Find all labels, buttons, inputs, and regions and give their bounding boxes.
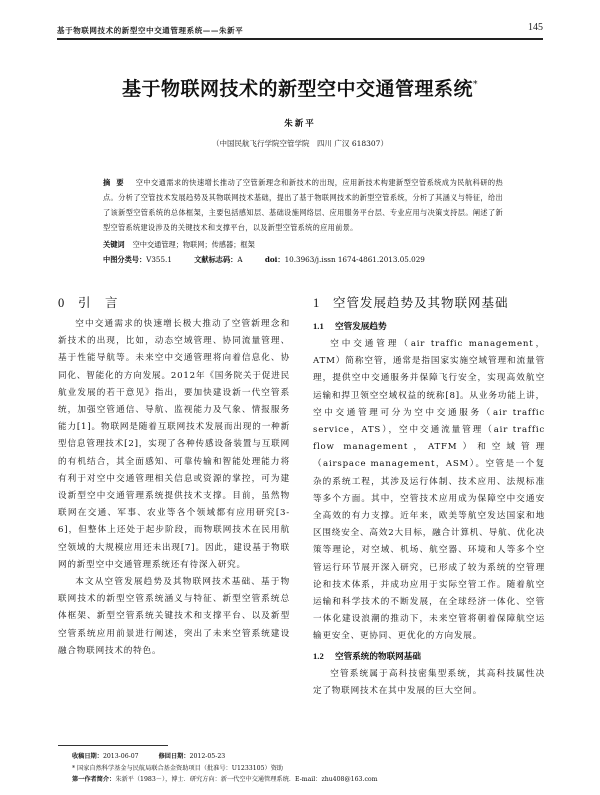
- subsection-1-1-paragraph: 空中交通管理（air traffic management，ATM）简称空管，通常是指国家实施空域管理和流量管理，提供空中交通服务并保障飞行安全，实现高效航空运输和捍卫领空空域权益的统称[8]。从业务功能上讲，空中交通管理可分为空中交通服务（air traffic service，ATS），空中交通流量管理（air traffic flow management，ATFM）和空域管理（airspace management，ASM）。空管是一个复杂的系统工程，其涉及运行体制、技术应用、法规标准等多个方面。其中，空管技术应用成为保障空中交通安全高效的有力支撑。近年来，欧美等航空发达国家和地区围绕安全、高效2大目标，融合计算机、导航、优化决策等理论，对空域、机场、航空器、环境和人等多个空管运行环节展开深入研究，已形成了较为系统的空管理论和技术体系，并成功应用于实际空管工作。随着航空运输和科学技术的不断发展，在全球经济一体化、空管一体化建设浪潮的推动下，未来空管将朝着保障航空运输更安全、更协同、更优化的方向发展。: [313, 339, 545, 642]
- footnotes: [72, 751, 572, 786]
- received-date: 2013-06-07: [102, 753, 139, 760]
- article-title: [0, 74, 600, 101]
- header-rule: [57, 38, 543, 40]
- running-head-title: 基于物联网技术的新型空中交通管理系统——朱新平: [57, 26, 244, 35]
- article-title-text: 基于物联网技术的新型空中交通管理系统: [121, 78, 473, 100]
- footnote-rule: [58, 745, 168, 746]
- section-1-heading: [313, 290, 545, 316]
- doi-value: 10.3963/j.issn 1674-4861.2013.05.029: [284, 255, 425, 264]
- classification-line: [103, 255, 523, 265]
- abstract: [103, 175, 503, 235]
- author-bio-line: [72, 774, 572, 786]
- author-affiliation: （中国民航飞行学院空管学院 四川 广汉 618307）: [212, 139, 388, 148]
- subsection-1-1-heading: [313, 316, 545, 336]
- doc-code-value: A: [237, 255, 243, 264]
- subsection-1-2-title: 空管系统的物联网基础: [335, 651, 421, 662]
- doi-label: doi：: [264, 255, 285, 264]
- keywords: [103, 240, 523, 250]
- keywords-label: 关键词: [103, 240, 125, 249]
- intro-paragraph-2: 本文从空管发展趋势及其物联网技术基础、基于物联网技术的新型空管系统涵义与特征、新型空管系统总体框架、新型空管系统关键技术和支撑平台、以及新型空管系统应用前景进行阐述，突出了未来空管系统建设融合物联网技术的特色。: [58, 577, 290, 656]
- author-bio-text: 朱新平（1983－），博士．研究方向：新一代空中交通管理系统．E-mail：zhu408@163.com: [115, 776, 378, 783]
- page-number: 145: [528, 22, 543, 33]
- clc-value: V355.1: [146, 255, 172, 264]
- section-0-heading: [58, 290, 290, 316]
- section-1-title: 空管发展趋势及其物联网基础: [333, 295, 509, 310]
- doc-code-label: 文献标志码：: [194, 255, 238, 264]
- title-footnote-mark: *: [473, 80, 478, 90]
- abstract-label: 摘要: [103, 178, 130, 187]
- intro-paragraph-1: 空中交通需求的快速增长极大推动了空管新理念和新技术的出现，比如，动态空域管理、协同流量管理、基于性能导航等。未来空中交通管理将向着信息化、协同化、智能化的方向发展。2012年《国务院关于促进民航业发展的若干意见》指出，要加快建设新一代空管系统，加强空管通信、导航、监视能力及气象、情报服务能力[1]。物联网是随着互联网技术发展而出现的一种新型信息管理技术[2]，实现了各种传感设备装置与互联网的有机结合，其全面感知、可靠传输和智能处理能力将有利于对空中交通管理相关信息或资源的掌控，可为建设新型空中交通管理系统提供技术支撑。目前，虽然物联网在交通、军事、农业等各个领域都有应用研究[3-6]，但整体上还处于起步阶段，而物联网技术在民用航空领域的大规模应用还未出现[7]。因此，建设基于物联网的新型空中交通管理系统还有待深入研究。: [58, 319, 290, 570]
- subsection-1-1-title: 空管发展趋势: [335, 322, 387, 332]
- revised-date: 2012-05-23: [189, 753, 226, 760]
- dates-line: [72, 751, 572, 763]
- author-bio-label: 第一作者简介：: [72, 776, 116, 783]
- subsection-1-2-number: 1.2: [313, 650, 324, 661]
- running-head: [57, 22, 543, 36]
- subsection-1-2-paragraph: 空管系统属于高科技密集型系统，其高科技属性决定了物联网技术在其中发展的巨大空间。: [313, 668, 545, 696]
- section-1-number: 1: [313, 296, 321, 310]
- left-column: [58, 290, 290, 660]
- abstract-text: 空中交通需求的快速增长推动了空管新理念和新技术的出现，应用新技术构建新型空管系统成为民航科研的热点。分析了空管技术发展趋势及其物联网技术基础，提出了基于物联网技术的新型空管系统，分析了其涵义与特征，给出了该新型空管系统的总体框架，主要包括感知层、基础设施网络层、应用服务平台层、专业应用与决策支持层。阐述了新型空管系统建设涉及的关键技术和支撑平台，以及新型空管系统的应用前景。: [103, 178, 503, 232]
- funding-note: * 国家自然科学基金与民航局联合基金资助项目（批准号：U1233105）资助: [72, 764, 284, 772]
- author-name: 朱新平: [284, 119, 316, 129]
- keywords-text: 空中交通管理；物联网；传感器；框架: [132, 240, 255, 249]
- section-0-title: 引 言: [78, 295, 119, 310]
- section-0-number: 0: [58, 296, 66, 310]
- right-column: [313, 290, 545, 700]
- subsection-1-2-heading: [313, 646, 545, 666]
- clc-label: 中图分类号：: [103, 255, 147, 264]
- subsection-1-1-number: 1.1: [313, 321, 324, 331]
- received-label: 收稿日期：: [72, 753, 103, 760]
- revised-label: 修回日期：: [158, 753, 190, 760]
